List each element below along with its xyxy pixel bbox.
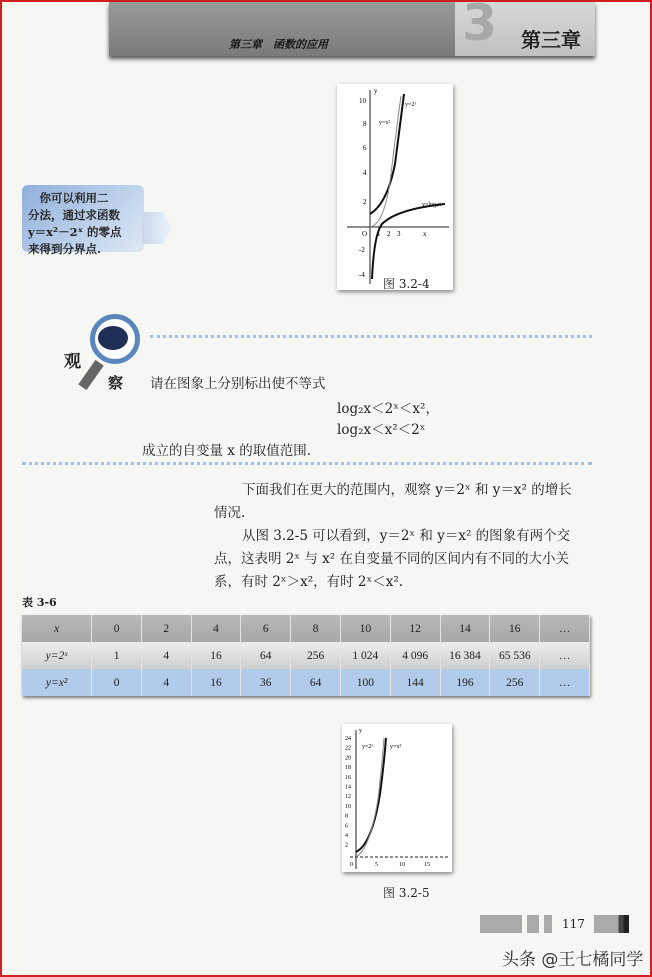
tick: 20 bbox=[345, 755, 351, 762]
figure-3-2-5 bbox=[342, 724, 452, 872]
table-cell: 256 bbox=[291, 642, 341, 669]
row-header: y=2ˣ bbox=[22, 642, 92, 669]
tick: 6 bbox=[345, 823, 348, 830]
origin-label: O bbox=[362, 230, 368, 238]
origin-label: 0 bbox=[350, 862, 353, 868]
table-cell: 6 bbox=[241, 615, 291, 642]
table-cell: … bbox=[540, 615, 590, 642]
table-cell: 8 bbox=[291, 615, 341, 642]
table-cell: 65 536 bbox=[490, 642, 540, 669]
paragraph-line: 系，有时 2ˣ＞x²，有时 2ˣ＜x². bbox=[214, 574, 404, 590]
tip-line: y＝x²－2ˣ 的零点 bbox=[28, 225, 122, 239]
observe-char: 观 bbox=[64, 352, 81, 372]
tip-box bbox=[22, 185, 144, 256]
table-cell: 0 bbox=[92, 669, 142, 696]
table-row bbox=[22, 669, 590, 696]
figure-caption: 图 3.2-5 bbox=[383, 886, 430, 900]
data-table bbox=[22, 615, 590, 696]
figure-3-2-4 bbox=[337, 84, 453, 290]
header-subtitle: 第三章 函数的应用 bbox=[229, 38, 328, 51]
table-title: 表 3-6 bbox=[22, 596, 57, 609]
tick: 16 bbox=[345, 774, 351, 781]
table-cell: 64 bbox=[291, 669, 341, 696]
tick: 12 bbox=[345, 794, 351, 801]
curve-exp bbox=[356, 738, 386, 852]
observe-text: 成立的自变量 x 的取值范围. bbox=[142, 443, 311, 459]
label-square: y=x² bbox=[379, 120, 391, 126]
tick: -2 bbox=[359, 246, 365, 254]
tick: 8 bbox=[363, 120, 367, 128]
y-axis-label: y bbox=[374, 87, 378, 95]
label-exp: y=2ˣ bbox=[405, 102, 417, 108]
chapter-number: 3 bbox=[462, 0, 497, 52]
label-exp: y=2ˣ bbox=[362, 744, 374, 750]
tick: 10 bbox=[345, 803, 351, 810]
tick: 24 bbox=[345, 736, 351, 742]
chapter-header bbox=[109, 2, 595, 56]
tick: 4 bbox=[363, 169, 367, 177]
table-row bbox=[22, 642, 590, 669]
table-cell: 16 384 bbox=[440, 642, 490, 669]
table-cell: 10 bbox=[340, 615, 390, 642]
paragraph-line: 下面我们在更大的范围内，观察 y＝2ˣ 和 y＝x² 的增长 bbox=[242, 482, 572, 498]
table-cell: 16 bbox=[490, 615, 540, 642]
tick: 2 bbox=[387, 230, 391, 238]
tip-arrow-icon bbox=[142, 212, 172, 244]
tick: 10 bbox=[359, 97, 366, 105]
table-cell: 12 bbox=[390, 615, 440, 642]
tick: 14 bbox=[345, 784, 351, 791]
table-cell: 36 bbox=[241, 669, 291, 696]
tick: 22 bbox=[345, 745, 351, 752]
table-cell: 16 bbox=[191, 642, 241, 669]
table-cell: … bbox=[540, 669, 590, 696]
page-number: 117 bbox=[562, 917, 585, 931]
table-cell: 2 bbox=[141, 615, 191, 642]
chapter-title: 第三章 bbox=[521, 28, 581, 52]
observe-char: 察 bbox=[108, 374, 124, 392]
label-log: y=log₂x bbox=[422, 202, 442, 208]
tick: 2 bbox=[363, 198, 367, 206]
tick: 18 bbox=[345, 765, 351, 772]
footer-bar bbox=[544, 915, 552, 933]
row-header: y=x² bbox=[22, 669, 92, 696]
paragraph-line: 点，这表明 2ˣ 与 x² 在自变量不同的区间内有不同的大小关 bbox=[214, 551, 570, 567]
table-cell: 196 bbox=[440, 669, 490, 696]
tip-line: 你可以利用二 bbox=[28, 191, 109, 205]
observe-text: 请在图象上分别标出使不等式 bbox=[150, 376, 326, 392]
table-cell: 0 bbox=[92, 615, 142, 642]
table-cell: 144 bbox=[390, 669, 440, 696]
row-header: x bbox=[22, 615, 92, 642]
tick: 8 bbox=[345, 813, 348, 820]
table-cell: 4 bbox=[141, 642, 191, 669]
footer-bar bbox=[594, 915, 629, 933]
table-cell: 1 024 bbox=[340, 642, 390, 669]
footer-bar bbox=[527, 915, 539, 933]
tick: 15 bbox=[424, 862, 430, 868]
inequality: log₂x＜2ˣ＜x²， bbox=[337, 401, 439, 417]
footer-bar bbox=[480, 915, 522, 933]
tick: 2 bbox=[345, 842, 348, 849]
table-cell: 100 bbox=[340, 669, 390, 696]
tip-line: 来得到分界点. bbox=[28, 242, 102, 256]
table-cell: 64 bbox=[241, 642, 291, 669]
tick: 10 bbox=[399, 862, 405, 868]
table-cell: 1 bbox=[92, 642, 142, 669]
table-cell: 4 bbox=[191, 615, 241, 642]
tick: -4 bbox=[359, 271, 365, 279]
tick: 5 bbox=[375, 862, 378, 868]
table-row bbox=[22, 615, 590, 642]
divider bbox=[22, 462, 592, 465]
tick: 1 bbox=[377, 230, 381, 238]
curve-log bbox=[372, 204, 445, 279]
x-axis-label: x bbox=[423, 230, 427, 238]
table-cell: 14 bbox=[440, 615, 490, 642]
paragraph-line: 从图 3.2-5 可以看到，y＝2ˣ 和 y＝x² 的图象有两个交 bbox=[242, 528, 571, 544]
tip-line: 分法，通过求函数 bbox=[28, 208, 120, 222]
table-cell: 256 bbox=[490, 669, 540, 696]
figure-caption: 图 3.2-4 bbox=[383, 277, 430, 291]
watermark: 头条 @王七橘同学 bbox=[502, 950, 644, 970]
observe-icon bbox=[60, 312, 146, 392]
tick: 6 bbox=[363, 144, 367, 152]
paragraph-line: 情况. bbox=[214, 505, 246, 521]
tick: 4 bbox=[345, 833, 348, 839]
y-axis-label: y bbox=[359, 728, 362, 734]
divider bbox=[150, 335, 592, 338]
table-cell: … bbox=[540, 642, 590, 669]
table-cell: 4 bbox=[141, 669, 191, 696]
inequality: log₂x＜x²＜2ˣ bbox=[337, 422, 426, 438]
label-square: y=x² bbox=[390, 744, 402, 750]
tick: 3 bbox=[397, 230, 401, 238]
curve-square bbox=[370, 96, 401, 227]
table-cell: 4 096 bbox=[390, 642, 440, 669]
table-cell: 16 bbox=[191, 669, 241, 696]
